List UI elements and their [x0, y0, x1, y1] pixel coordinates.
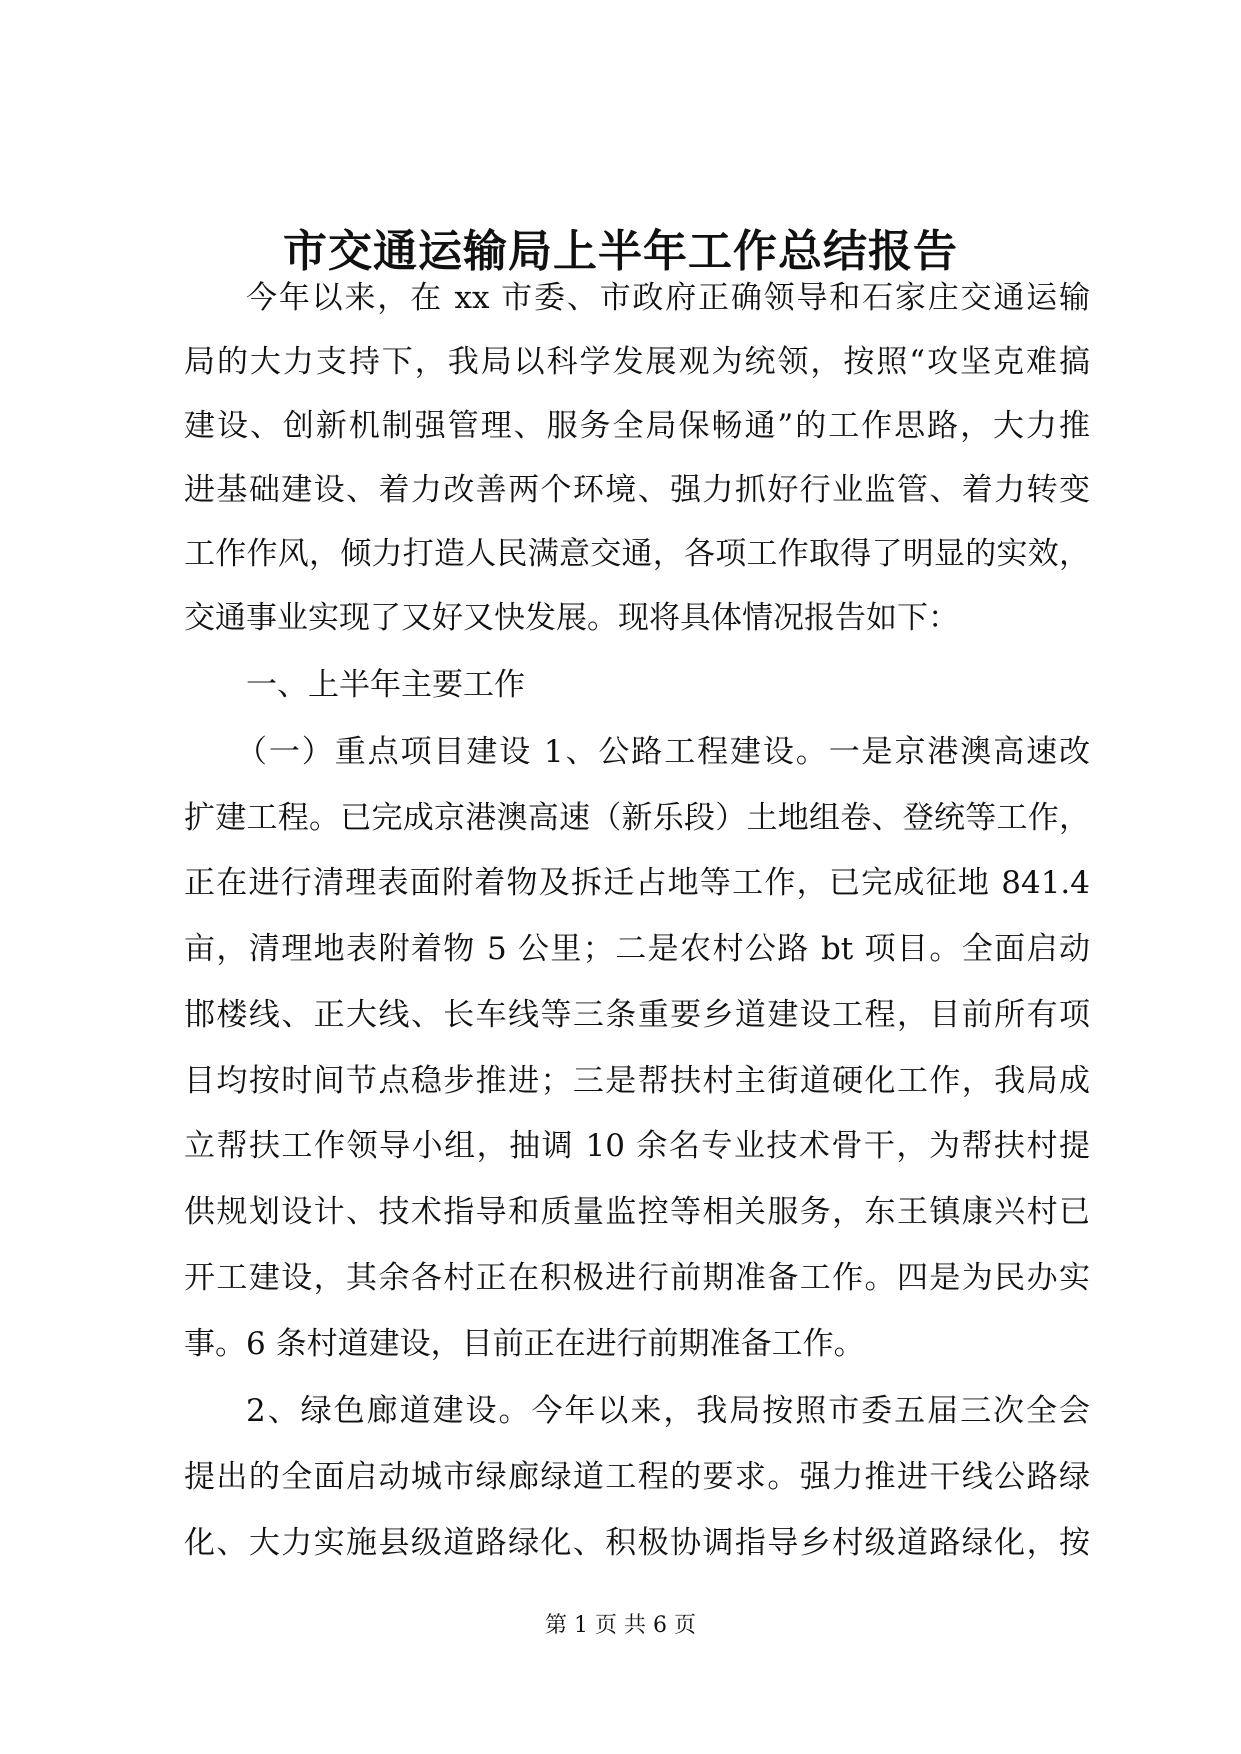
paragraph-line: 进基础建设、着力改善两个环境、强力抓好行业监管、着力转变	[184, 472, 1090, 508]
paragraph-line: 立帮扶工作领导小组，抽调 10 余名专业技术骨干，为帮扶村提	[184, 1128, 1090, 1164]
paragraph-line: 提出的全面启动城市绿廊绿道工程的要求。强力推进干线公路绿	[184, 1459, 1090, 1495]
paragraph-line: 建设、创新机制强管理、服务全局保畅通”的工作思路，大力推	[184, 408, 1090, 444]
section-heading: 一、上半年主要工作	[246, 667, 525, 703]
paragraph-line: 今年以来，在 xx 市委、市政府正确领导和石家庄交通运输	[246, 280, 1090, 316]
document-title: 市交通运输局上半年工作总结报告	[283, 226, 958, 277]
paragraph-line: 局的大力支持下，我局以科学发展观为统领，按照“攻坚克难搞	[184, 344, 1090, 380]
paragraph-line: 扩建工程。已完成京港澳高速（新乐段）土地组卷、登统等工作，	[184, 800, 1090, 836]
paragraph-line: 开工建设，其余各村正在积极进行前期准备工作。四是为民办实	[184, 1260, 1090, 1296]
paragraph-line: 工作作风，倾力打造人民满意交通，各项工作取得了明显的实效，	[184, 536, 1090, 572]
paragraph-line: 2、绿色廊道建设。今年以来，我局按照市委五届三次全会	[246, 1393, 1090, 1429]
paragraph-line: 邯楼线、正大线、长车线等三条重要乡道建设工程，目前所有项	[184, 997, 1090, 1033]
paragraph-line: 交通事业实现了又好又快发展。现将具体情况报告如下：	[184, 600, 959, 636]
paragraph-line: 化、大力实施县级道路绿化、积极协调指导乡村级道路绿化，按	[184, 1525, 1090, 1561]
paragraph-line: 正在进行清理表面附着物及拆迁占地等工作，已完成征地 841.4	[184, 865, 1090, 901]
paragraph-line: 供规划设计、技术指导和质量监控等相关服务，东王镇康兴村已	[184, 1194, 1090, 1230]
paragraph-line: 亩，清理地表附着物 5 公里；二是农村公路 bt 项目。全面启动	[184, 931, 1090, 967]
paragraph-line: 事。6 条村道建设，目前正在进行前期准备工作。	[184, 1326, 865, 1362]
page-footer: 第 1 页 共 6 页	[545, 1613, 696, 1638]
paragraph-line: 目均按时间节点稳步推进；三是帮扶村主街道硬化工作，我局成	[184, 1063, 1090, 1099]
paragraph-line: （一）重点项目建设 1、公路工程建设。一是京港澳高速改	[236, 734, 1090, 770]
